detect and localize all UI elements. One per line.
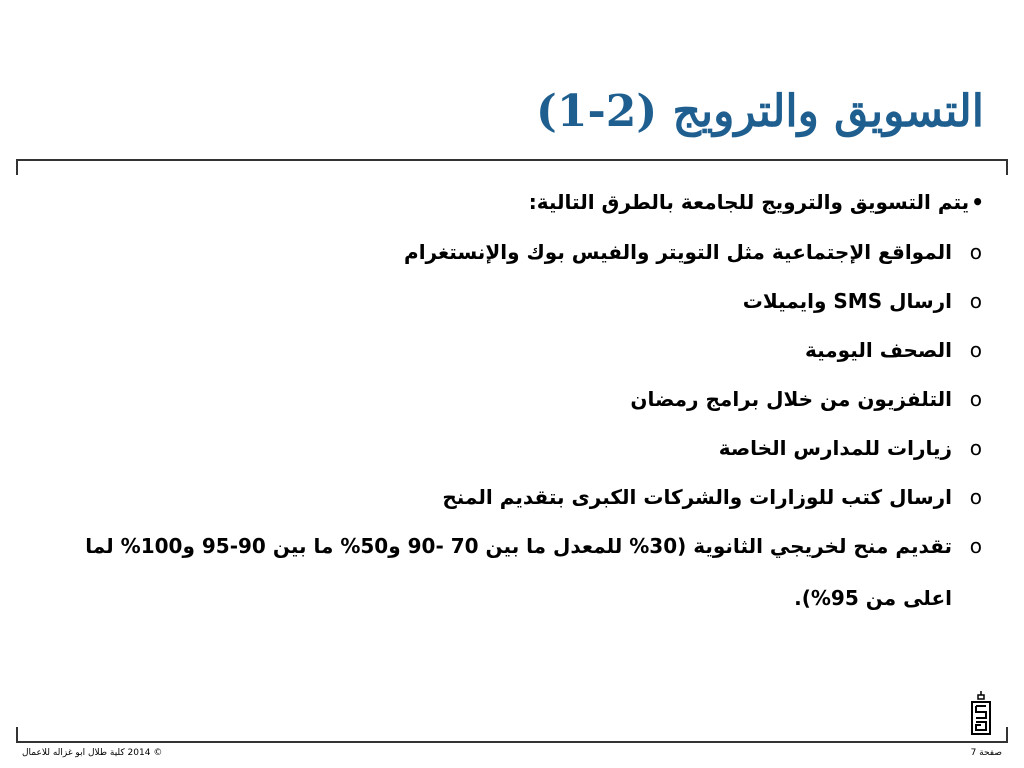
bottom-divider-right-tick [1006, 727, 1008, 743]
slide-title: التسويق والترويج (2-1) [536, 86, 984, 137]
list-item-text: زيارات للمدارس الخاصة [718, 436, 952, 460]
top-divider-right-tick [1006, 159, 1008, 175]
intro-text: يتم التسويق والترويج للجامعة بالطرق التالية: [528, 190, 970, 214]
list-item-text: التلفزيون من خلال برامج رمضان [630, 387, 952, 411]
tag-logo-icon [968, 690, 994, 736]
bottom-divider-left-tick [16, 727, 18, 743]
intro-line [34, 190, 984, 214]
top-divider [16, 159, 1008, 161]
list-marker: o [969, 436, 982, 460]
list-item [34, 436, 984, 460]
list-marker: o [969, 289, 982, 313]
list-item [34, 338, 984, 362]
list-item-text: تقديم منح لخريجي الثانوية (30% للمعدل ما بين 70 -90 و50% ما بين 90-95 و100% لما اعلى من 95%). [85, 534, 952, 610]
list-item [34, 240, 984, 264]
list-marker: o [969, 338, 982, 362]
slide-content [34, 190, 984, 649]
list-marker: o [969, 485, 982, 509]
footer-copyright: © 2014 كلية طلال ابو غزاله للاعمال [22, 748, 163, 758]
list-item-text: ارسال SMS وايميلات [742, 289, 952, 313]
list-item [34, 485, 984, 509]
list-item [34, 289, 984, 313]
footer-page-number: صفحة 7 [970, 748, 1002, 758]
list-marker: o [969, 534, 982, 558]
list-item-text: المواقع الإجتماعية مثل التويتر والفيس بوك والإنستغرام [404, 240, 952, 264]
list-item-text: ارسال كتب للوزارات والشركات الكبرى بتقديم المنح [442, 485, 952, 509]
bottom-divider [16, 741, 1008, 743]
top-divider-left-tick [16, 159, 18, 175]
list-item [34, 387, 984, 411]
list-item [34, 534, 984, 624]
list-marker: o [969, 240, 982, 264]
list-marker: o [969, 387, 982, 411]
list-item-text: الصحف اليومية [804, 338, 952, 362]
intro-bullet: • [971, 190, 984, 214]
